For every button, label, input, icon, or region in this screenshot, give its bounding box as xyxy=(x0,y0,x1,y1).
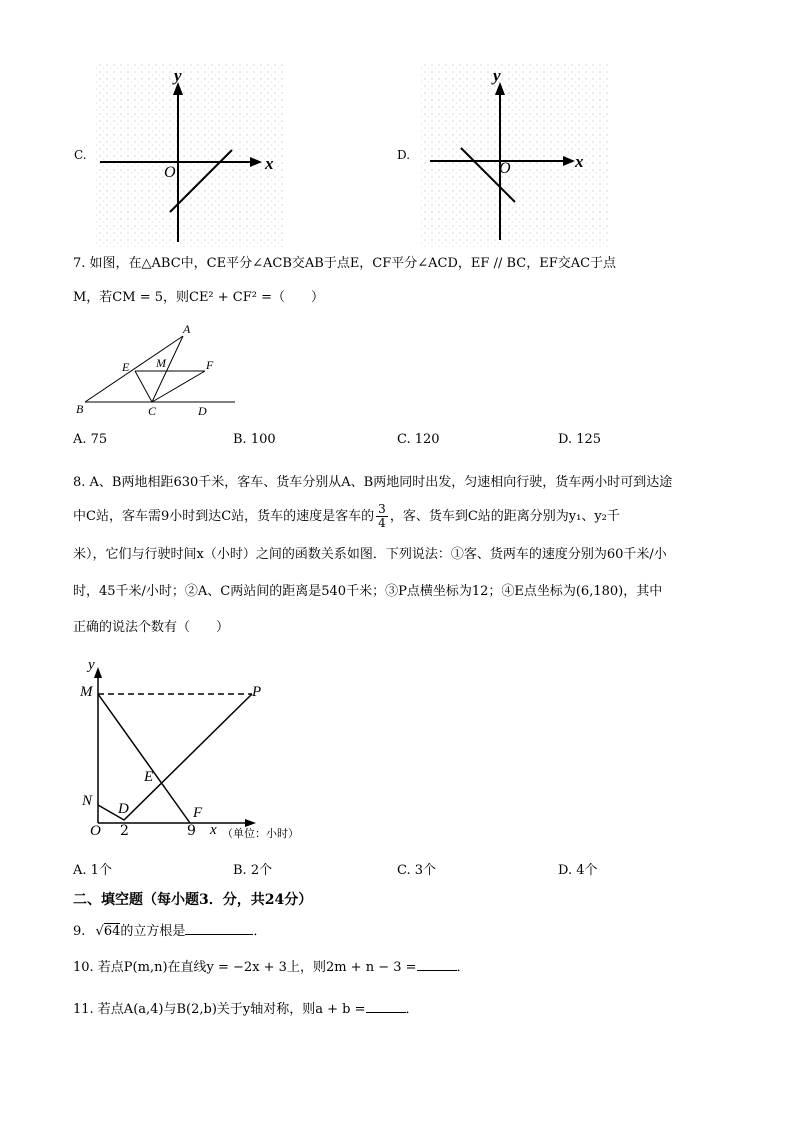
line-cf xyxy=(152,371,205,402)
noise-background xyxy=(95,62,285,247)
graph-d-y-label: y xyxy=(493,66,501,85)
q8-label-m: M xyxy=(80,684,93,700)
q8-tick-2: 2 xyxy=(120,823,129,839)
line-mf xyxy=(98,694,190,823)
q7-label-e: E xyxy=(122,360,130,374)
q9-answer-blank[interactable] xyxy=(185,920,253,935)
q9-radicand: 64 xyxy=(103,924,121,939)
q9-prefix: 9. xyxy=(73,924,86,939)
q9 xyxy=(73,920,266,942)
q7-label-a: A xyxy=(183,322,191,336)
q10-text: 10. 若点P(m,n)在直线y = −2x + 3上，则2m + n − 3 = xyxy=(73,960,417,975)
q7-label-f: F xyxy=(206,358,214,372)
q9-radical xyxy=(96,924,121,939)
q9-text: 的立方根是 xyxy=(120,924,186,939)
q7-option-b[interactable]: B. 100 xyxy=(233,432,276,447)
q8-label-n: N xyxy=(82,793,93,809)
q8-label-f: F xyxy=(193,805,203,821)
q7-option-d[interactable]: D. 125 xyxy=(558,432,602,447)
q7-label-b: B xyxy=(76,402,84,416)
q7-figure xyxy=(70,322,240,422)
section-2-heading: 二、填空题（每小题3．分，共24分） xyxy=(73,892,313,908)
q8-fraction xyxy=(376,503,388,530)
q8-option-c[interactable]: C. 3个 xyxy=(397,863,437,878)
graph-c-origin: O xyxy=(164,164,176,181)
graph-c-label: C. xyxy=(74,148,87,162)
q8-label-e: E xyxy=(144,769,154,785)
q8-tick-9: 9 xyxy=(187,823,196,839)
q11-answer-blank[interactable] xyxy=(366,998,406,1013)
graph-d xyxy=(395,62,615,247)
q10-answer-blank[interactable] xyxy=(417,956,457,971)
q7-label-d: D xyxy=(198,404,207,418)
q7-label-m: M xyxy=(156,356,166,370)
q8-line5: 正确的说法个数有（ ） xyxy=(73,620,230,635)
y-axis-arrow-icon xyxy=(94,667,102,678)
q8-figure xyxy=(80,655,340,845)
graph-c xyxy=(70,62,290,247)
q9-end: ． xyxy=(253,924,267,939)
q8-line2-b: ，客、货车到C站的距离分别为y₁、y₂千 xyxy=(389,509,620,524)
q8-frac-den: 4 xyxy=(378,516,386,530)
graph-d-x-label: x xyxy=(575,152,584,171)
q8-label-y: y xyxy=(88,657,95,673)
q8-unit: （单位：小时） xyxy=(222,827,299,840)
q7-line1: 7. 如图，在△ABC中，CE平分∠ACB交AB于点E，CF平分∠ACD，EF // BC，EF交AC于点 xyxy=(73,256,617,271)
q7-option-a[interactable]: A. 75 xyxy=(73,432,108,447)
graph-c-svg xyxy=(70,62,290,247)
q11-text: 11. 若点A(a,4)与B(2,b)关于y轴对称，则a + b = xyxy=(73,1002,366,1017)
q8-label-o: O xyxy=(90,823,101,839)
line-ec xyxy=(135,371,152,402)
graph-c-y-label: y xyxy=(174,66,182,85)
q11-end: ． xyxy=(405,1002,419,1017)
graph-d-label: D. xyxy=(397,148,411,162)
q8-label-p: P xyxy=(252,684,262,700)
q8-option-a[interactable]: A. 1个 xyxy=(73,863,112,878)
graph-c-x-label: x xyxy=(265,154,274,173)
q7-label-c: C xyxy=(148,404,157,418)
q8-label-d: D xyxy=(118,801,129,817)
q8-option-d[interactable]: D. 4个 xyxy=(558,863,598,878)
q8-line3: 米），它们与行驶时间x（小时）之间的函数关系如图．下列说法：①客、货两车的速度分别为60千米/小 xyxy=(73,547,667,562)
q8-option-b[interactable]: B. 2个 xyxy=(233,863,273,878)
sqrt-icon: √ xyxy=(95,924,104,939)
q8-line1: 8. A、B两地相距630千米，客车、货车分别从A、B两地同时出发，匀速相向行驶，货车两小时可到达途 xyxy=(73,475,673,490)
q11 xyxy=(73,998,419,1020)
q8-line2-a: 中C站，客车需9小时到达C站，货车的速度是客车的 xyxy=(73,509,375,524)
q8-frac-num: 3 xyxy=(378,502,386,516)
q7-line2: M，若CM = 5，则CE² + CF² =（ ） xyxy=(73,290,325,305)
q8-line2 xyxy=(73,502,620,532)
q8-label-x: x xyxy=(210,822,217,838)
graph-d-origin: O xyxy=(499,160,511,177)
q8-line4: 时，45千米/小时；②A、C两站间的距离是540千米；③P点横坐标为12；④E点坐标为(6,180)，其中 xyxy=(73,584,663,599)
q10-end: ． xyxy=(456,960,470,975)
q7-option-c[interactable]: C. 120 xyxy=(397,432,440,447)
q10 xyxy=(73,956,470,978)
